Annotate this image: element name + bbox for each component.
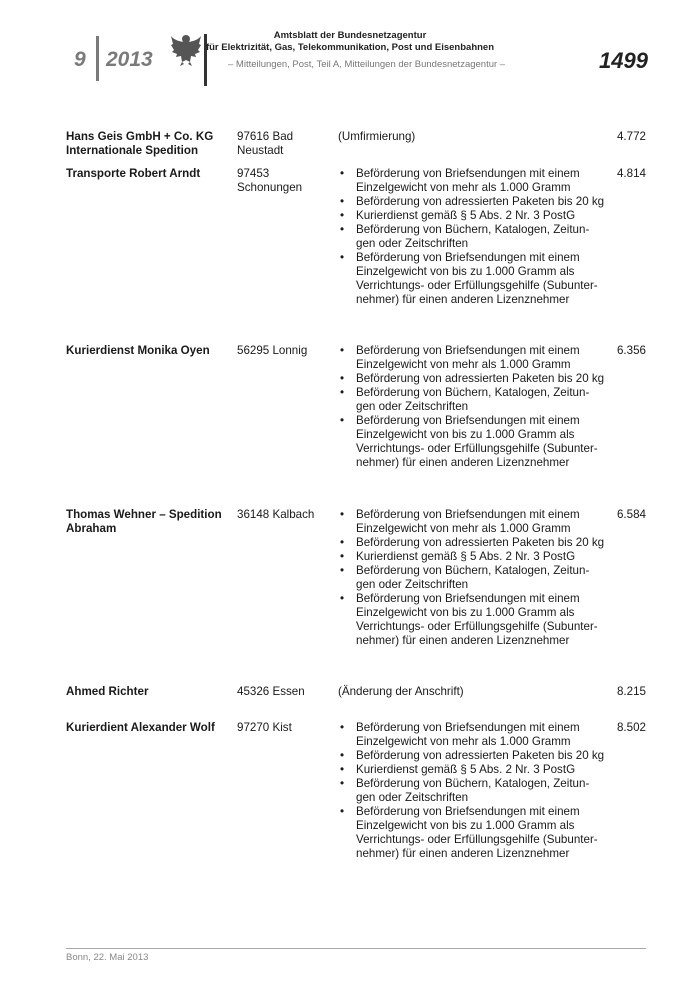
list-item: • Beförderung von adressierten Paketen bis 20 kg (338, 536, 606, 550)
list-item: • Kurierdienst gemäß § 5 Abs. 2 Nr. 3 PostG (338, 550, 606, 564)
list-item: • Beförderung von adressierten Paketen bis 20 kg (338, 372, 606, 386)
company-name: Kurierdienst Monika Oyen (66, 344, 210, 357)
license-number: 6.584 (616, 508, 646, 521)
company-name: Transporte Robert Arndt (66, 167, 201, 180)
company-place: 97270 Kist (237, 721, 292, 734)
company-name: Thomas Wehner – Spedition Abraham (66, 508, 222, 535)
list-item: • Beförderung von Briefsendungen mit einem Einzelgewicht von mehr als 1.000 Gramm (338, 508, 606, 536)
service-list (338, 508, 606, 648)
company-place: 97453 Schonungen (237, 167, 303, 194)
list-item: • Beförderung von Briefsendungen mit einem Einzelgewicht von bis zu 1.000 Gramm als Verrichtungs- oder Erfüllungsgehilfe (Subunter-nehmer) für einen anderen Lizenznehmer (338, 805, 606, 861)
entry-note: (Änderung der Anschrift) (338, 685, 464, 698)
list-item: • Beförderung von Briefsendungen mit einem Einzelgewicht von mehr als 1.000 Gramm (338, 721, 606, 749)
list-item: • Beförderung von Büchern, Katalogen, Zeitun-gen oder Zeitschriften (338, 564, 606, 592)
list-item: • Beförderung von adressierten Paketen bis 20 kg (338, 749, 606, 763)
service-list (338, 721, 606, 861)
company-place: 56295 Lonnig (237, 344, 308, 357)
company-place: 97616 Bad Neustadt (237, 130, 294, 157)
list-item: • Beförderung von Büchern, Katalogen, Zeitun-gen oder Zeitschriften (338, 777, 606, 805)
company-name: Ahmed Richter (66, 685, 149, 698)
list-item: • Beförderung von Briefsendungen mit einem Einzelgewicht von bis zu 1.000 Gramm als Verrichtungs- oder Erfüllungsgehilfe (Subunter-nehmer) für einen anderen Lizenznehmer (338, 251, 606, 307)
license-number: 8.502 (616, 721, 646, 734)
section-subtitle: – Mitteilungen, Post, Teil A, Mitteilungen der Bundesnetzagentur – (228, 59, 506, 70)
footer-divider (66, 948, 646, 949)
license-number: 8.215 (616, 685, 646, 698)
company-place: 45326 Essen (237, 685, 305, 698)
list-item: • Kurierdienst gemäß § 5 Abs. 2 Nr. 3 PostG (338, 209, 606, 223)
company-name: Hans Geis GmbH + Co. KG Internationale Spedition (66, 130, 214, 157)
list-item: • Kurierdienst gemäß § 5 Abs. 2 Nr. 3 PostG (338, 763, 606, 777)
publication-subtitle: für Elektrizität, Gas, Telekommunikation, Post und Eisenbahnen (205, 42, 495, 53)
publication-title: Amtsblatt der Bundesnetzagentur (273, 30, 427, 41)
list-item: • Beförderung von Briefsendungen mit einem Einzelgewicht von bis zu 1.000 Gramm als Verrichtungs- oder Erfüllungsgehilfe (Subunter-nehmer) für einen anderen Lizenznehmer (338, 414, 606, 470)
license-number: 4.772 (616, 130, 646, 143)
issue-number: 9 (74, 48, 86, 71)
list-item: • Beförderung von Briefsendungen mit einem Einzelgewicht von mehr als 1.000 Gramm (338, 344, 606, 372)
list-item: • Beförderung von Büchern, Katalogen, Zeitun-gen oder Zeitschriften (338, 386, 606, 414)
footer-date: Bonn, 22. Mai 2013 (66, 952, 149, 963)
company-name: Kurierdient Alexander Wolf (66, 721, 215, 734)
issue-year: 2013 (106, 48, 153, 71)
service-list (338, 344, 606, 470)
page-number: 1499 (599, 48, 648, 73)
list-item: • Beförderung von Briefsendungen mit einem Einzelgewicht von bis zu 1.000 Gramm als Verrichtungs- oder Erfüllungsgehilfe (Subunter-nehmer) für einen anderen Lizenznehmer (338, 592, 606, 648)
list-item: • Beförderung von adressierten Paketen bis 20 kg (338, 195, 606, 209)
list-item: • Beförderung von Büchern, Katalogen, Zeitun-gen oder Zeitschriften (338, 223, 606, 251)
service-list (338, 167, 606, 307)
license-number: 6.356 (616, 344, 646, 357)
list-item: • Beförderung von Briefsendungen mit einem Einzelgewicht von mehr als 1.000 Gramm (338, 167, 606, 195)
entry-note: (Umfirmierung) (338, 130, 416, 143)
license-number: 4.814 (616, 167, 646, 180)
company-place: 36148 Kalbach (237, 508, 315, 521)
